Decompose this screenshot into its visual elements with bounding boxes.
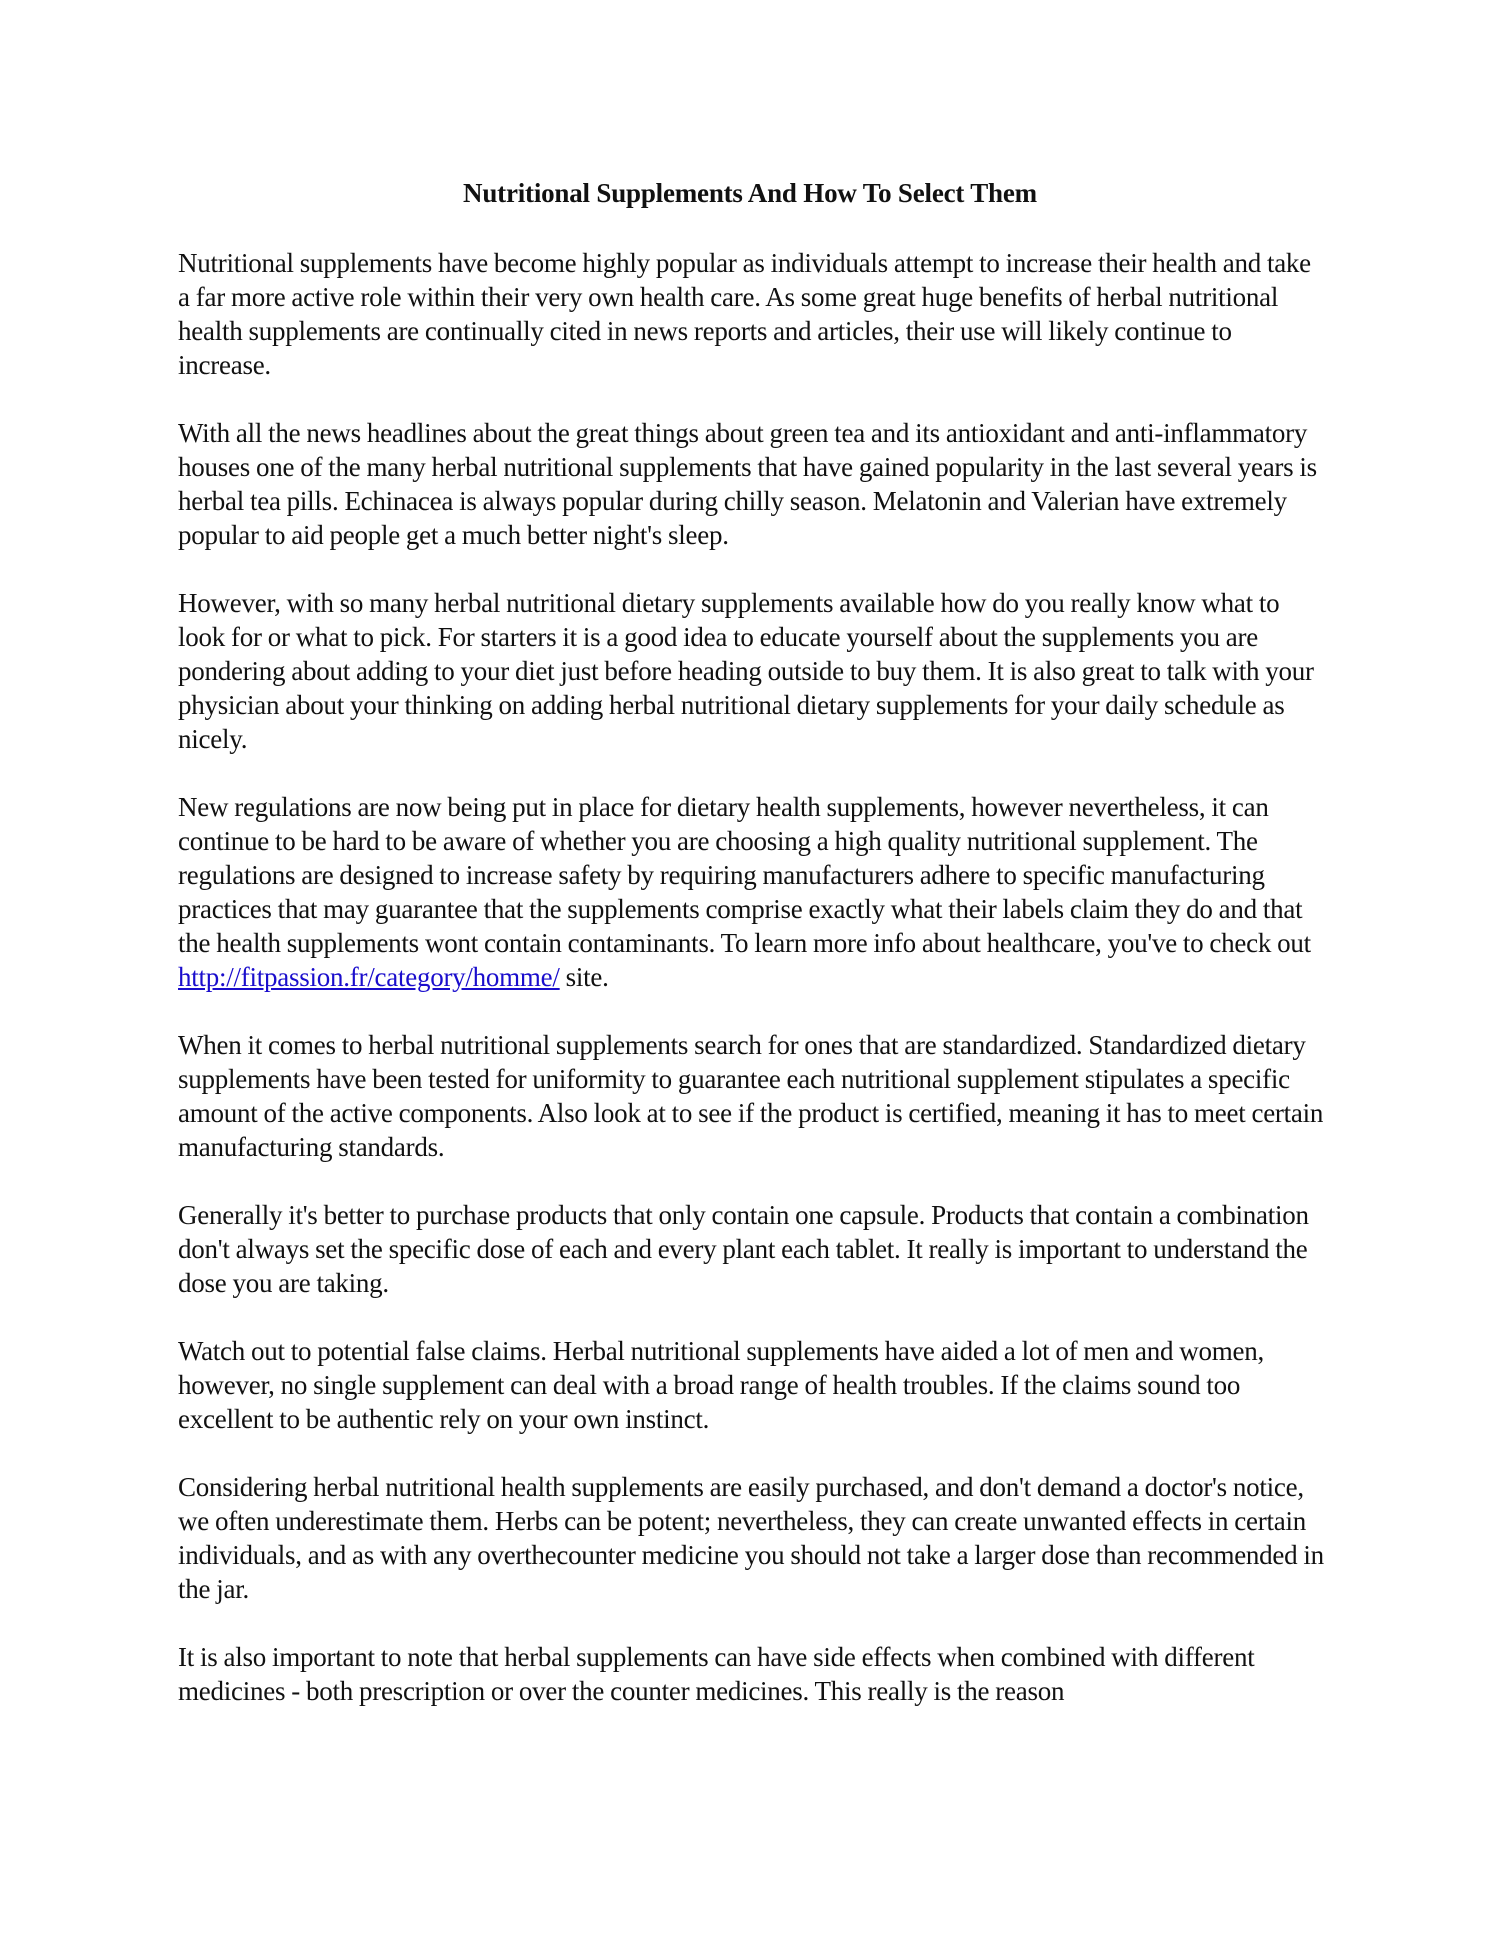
paragraph: When it comes to herbal nutritional supplements search for ones that are standardized. Standardized dietary supplements have been tested for uniformity to guarantee each nutritional supplement stipulates a specific amount of the active components. Also look at to see if the product is certified, meaning it has to meet certain manufacturing standards. [178, 1030, 1324, 1162]
paragraph: However, with so many herbal nutritional dietary supplements available how do you really know what to look for or what to pick. For starters it is a good idea to educate yourself about the supplements you are pondering about adding to your diet just before heading outside to buy them. It is also great to talk with your physician about your thinking on adding herbal nutritional dietary supplements for your daily schedule as nicely. [178, 588, 1314, 754]
paragraph: It is also important to note that herbal supplements can have side effects when combined with different medicines - both prescription or over the counter medicines. This really is the reason [178, 1642, 1255, 1706]
paragraph: With all the news headlines about the great things about green tea and its antioxidant and anti-inflammatory houses one of the many herbal nutritional supplements that have gained popularity in the last several years is herbal tea pills. Echinacea is always popular during chilly season. Melatonin and Valerian have extremely popular to aid people get a much better night's sleep. [178, 418, 1317, 550]
paragraph-text: New regulations are now being put in place for dietary health supplements, however nevertheless, it can continue to be hard to be aware of whether you are choosing a high quality nutritional supplement. The regulations are designed to increase safety by requiring manufacturers adhere to specific manufacturing practices that may guarantee that the supplements comprise exactly what their labels claim they do and that the health supplements wont contain contaminants. To learn more info about healthcare, you've to check out [178, 792, 1311, 958]
paragraph-with-link [178, 790, 1328, 994]
paragraph: Considering herbal nutritional health supplements are easily purchased, and don't demand a doctor's notice, we often underestimate them. Herbs can be potent; nevertheless, they can create unwanted effects in certain individuals, and as with any overthecounter medicine you should not take a larger dose than recommended in the jar. [178, 1472, 1324, 1604]
document-body [178, 246, 1328, 1742]
paragraph: Watch out to potential false claims. Herbal nutritional supplements have aided a lot of men and women, however, no single supplement can deal with a broad range of health troubles. If the claims sound too excellent to be authentic rely on your own instinct. [178, 1336, 1265, 1434]
paragraph-text: site. [559, 962, 609, 992]
paragraph: Nutritional supplements have become highly popular as individuals attempt to increase their health and take a far more active role within their very own health care. As some great huge benefits of herbal nutritional health supplements are continually cited in news reports and articles, their use will likely continue to increase. [178, 248, 1311, 380]
paragraph: Generally it's better to purchase products that only contain one capsule. Products that contain a combination don't always set the specific dose of each and every plant each tablet. It really is important to understand the dose you are taking. [178, 1200, 1309, 1298]
document-title: Nutritional Supplements And How To Select Them [463, 178, 1037, 208]
fitpassion-link[interactable]: http://fitpassion.fr/category/homme/ [178, 962, 560, 992]
